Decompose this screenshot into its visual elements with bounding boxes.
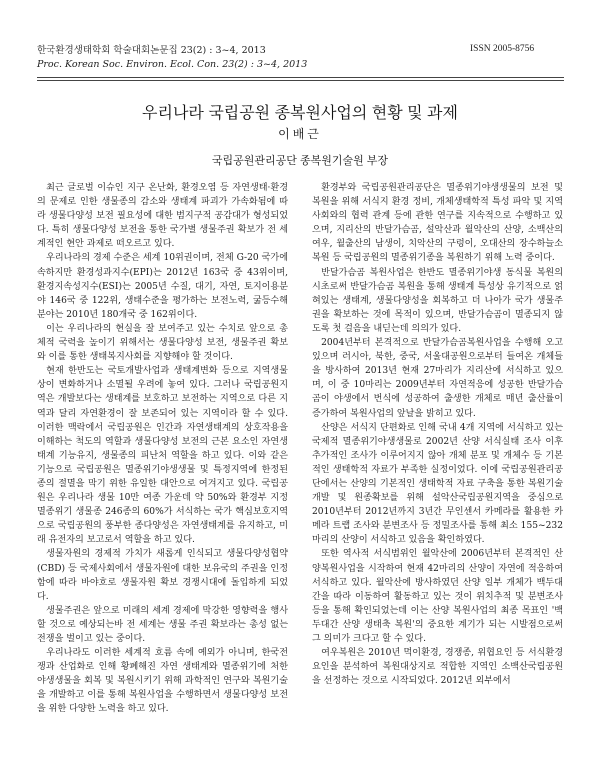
journal-citation-english: Proc. Korean Soc. Environ. Ecol. Con. 23(2) : 3~4, 2013 bbox=[37, 59, 308, 70]
paragraph: 우리나라의 경제 수준은 세계 10위권이며, 전체 G-20 국가에 속하지만 환경성과지수(EPI)는 2012년 163국 중 43위이며, 환경지속성지수(ESI)는 2005년 수질, 대기, 자연, 토지이용분야 146국 중 122위, 생태수준을 평가하는 보전노력, 굶등수해 분야는 2010년 180개국 중 162위이다. bbox=[37, 253, 288, 320]
header-divider-top bbox=[37, 77, 564, 78]
header-divider-bottom bbox=[37, 80, 564, 81]
paragraph: 생물자원의 경제적 가치가 새롭게 인식되고 생물다양성협약(CBD) 등 국제사회에서 생물자원에 대한 보유국의 주권을 인정함에 따라 바야흐로 생물자원 확보 경쟁시대에 돌입하게 되었다. bbox=[37, 549, 288, 602]
paragraph: 현재 한반도는 국토개발사업과 생태계변화 등으로 지역생물상이 변화하거나 소멸될 우려에 놓여 있다. 그러나 국립공원지역은 개발보다는 생태계를 보호하고 보전하는 지역으로 다른 지역과 달리 자연환경이 잘 보존되어 있는 지역이라 할 수 있다. 이러한 맥락에서 국립공원은 인간과 자연생태계의 상호작용을 이해하는 척도의 역할과 생물다양성 보전의 근본 요소인 자연생태계 기능유지, 생물종의 피난처 역할을 하고 있다. 이와 같은 기능으로 국립공원은 멸종위기야생생물 및 특정지역에 한정된 종의 절멸을 막기 위한 유일한 대안으로 여겨지고 있다. 국립공원은 우리나라 생물 10만 여종 가운데 약 50%와 환경부 지정 멸종위기 생물종 246종의 60%가 서식하는 국가 핵심보호지역으로 국립공원의 풍부한 종다양성은 자연생태계를 유지하고, 미래 유전자의 보고로서 역할을 하고 있다. bbox=[37, 366, 288, 546]
article-author: 이배근 bbox=[278, 127, 322, 141]
article-title: 우리나라 국립공원 종복원사업의 현황 및 과제 bbox=[142, 105, 458, 122]
paragraph: 우리나라도 이러한 세계적 흐름 속에 예외가 아니며, 한국전쟁과 산업화로 인해 황폐해진 자연 생태계와 멸종위기에 처한 야생생물을 회복 및 복원시키기 위해 과학적인 연구와 복원기술을 개발하고 이를 통해 복원사업을 수행하면서 생물다양성 보전을 위한 다양한 노력을 하고 있다. bbox=[37, 648, 288, 715]
journal-citation bbox=[37, 44, 307, 72]
paragraph: 2004년부터 본격적으로 반달가슴곰복원사업을 수행해 오고 있으며 러시아, 북한, 중국, 서울대공원으로부터 들여온 개체들을 방사하여 2013년 현재 27마리가 지리산에 서식하고 있으며, 이 중 10마리는 2009년부터 자연적응에 성공한 반달가슴곰이 야생에서 번식에 성공하여 출생한 개체로 매년 출산률이 증가하여 복원사업의 앞날을 밝히고 있다. bbox=[312, 338, 563, 419]
body-column-left bbox=[37, 181, 288, 771]
paragraph: 산양은 서식지 단편화로 인해 국내 4개 지역에 서식하고 있는 국제적 멸종위기야생생물로 2002년 산양 서식실태 조사 이후 추가적인 조사가 이루어지지 않아 개체 분포 및 개체수 등 기본적인 생태학적 자료가 부족한 실정이었다. 이에 국립공원관리공단에서는 산양의 기본적인 생태학적 자료 구축을 통한 복원기술 개발 및 원종확보를 위해 설악산국립공원지역을 중심으로 2010년부터 2012년까지 3년간 무인센서 카메라를 활용한 카메라 트랩 조사와 분변조사 등 정밀조사를 통해 최소 155~232마리의 산양이 서식하고 있음을 확인하였다. bbox=[312, 422, 563, 546]
paragraph: 반달가슴곰 복원사업은 한반도 멸종위기야생 동식물 복원의 시초로써 반달가슴곰 복원을 통해 생태계 특성상 유기적으로 얽혀있는 생태계, 생물다양성을 회복하고 더 나아가 국가 생물주권을 확보하는 것에 목적이 있으며, 반달가슴곰이 멸종되지 않도록 첫 걸음을 내딛는데 의의가 있다. bbox=[312, 267, 563, 334]
paragraph: 생물주권은 앞으로 미래의 세계 경제에 막강한 영향력을 행사할 것으로 예상되는바 전 세계는 생물 주권 확보라는 총성 없는 전쟁을 벌이고 있는 중이다. bbox=[37, 605, 288, 644]
paragraph: 또한 역사적 서식범위인 월악산에 2006년부터 본격적인 산양복원사업을 시작하여 현재 42마리의 산양이 자연에 적응하여 서식하고 있다. 월악산에 방사하였던 산양 일부 개체가 백두대간을 따라 이동하여 활동하고 있는 것이 위치추적 및 분변조사 등을 통해 확인되었는데 이는 산양 복원사업의 최종 목표인 '백두대간 산양 생태축 복원'의 중요한 계기가 되는 시발점으로써 그 의미가 크다고 할 수 있다. bbox=[312, 549, 563, 644]
paragraph: 여우복원은 2010년 먹이환경, 경쟁종, 위협요인 등 서식환경 요인을 분석하여 복원대상지로 적합한 지역인 소백산국립공원을 선정하는 것으로 시작되었다. 2012년 외부에서 bbox=[312, 648, 563, 687]
paragraph: 최근 글로벌 이슈인 지구 온난화, 환경오염 등 자연생태·환경의 문제로 인한 생물종의 감소와 생태계 파괴가 가속화됨에 따라 생물다양성 보전 필요성에 대한 범지구적 공감대가 형성되었다. 특히 생물다양성 보전을 통한 국가별 생물주권 확보가 전 세계적인 현안 과제로 떠오르고 있다. bbox=[37, 183, 288, 250]
paragraph: 환경부와 국립공원관리공단은 멸종위기야생생물의 보전 및 복원을 위해 서식지 환경 정비, 개체생태학적 특성 파악 및 지역사회와의 협력 관계 등에 관한 연구를 지속적으로 수행하고 있으며, 지리산의 반달가슴곰, 설악산과 월악산의 산양, 소백산의 여우, 월출산의 남생이, 치악산의 구렁이, 오대산의 장수하늘소 복원 등 국립공원의 멸종위기종을 복원하기 위해 노력 중이다. bbox=[312, 183, 563, 264]
author-affiliation: 국립공원관리공단 종복원기술원 부장 bbox=[211, 155, 389, 167]
issn-label: ISSN 2005-8756 bbox=[470, 44, 535, 54]
paragraph: 이는 우리나라의 현실을 잘 보여주고 있는 수치로 앞으로 총체적 국력을 높이기 위해서는 생물다양성 보전, 생물주권 확보와 이를 통한 생태복지사회를 지향해야 할 것이다. bbox=[37, 323, 288, 363]
journal-citation-korean: 한국환경생태학회 학술대회논문집 23(2) : 3~4, 2013 bbox=[37, 45, 266, 56]
body-column-right bbox=[312, 181, 563, 771]
